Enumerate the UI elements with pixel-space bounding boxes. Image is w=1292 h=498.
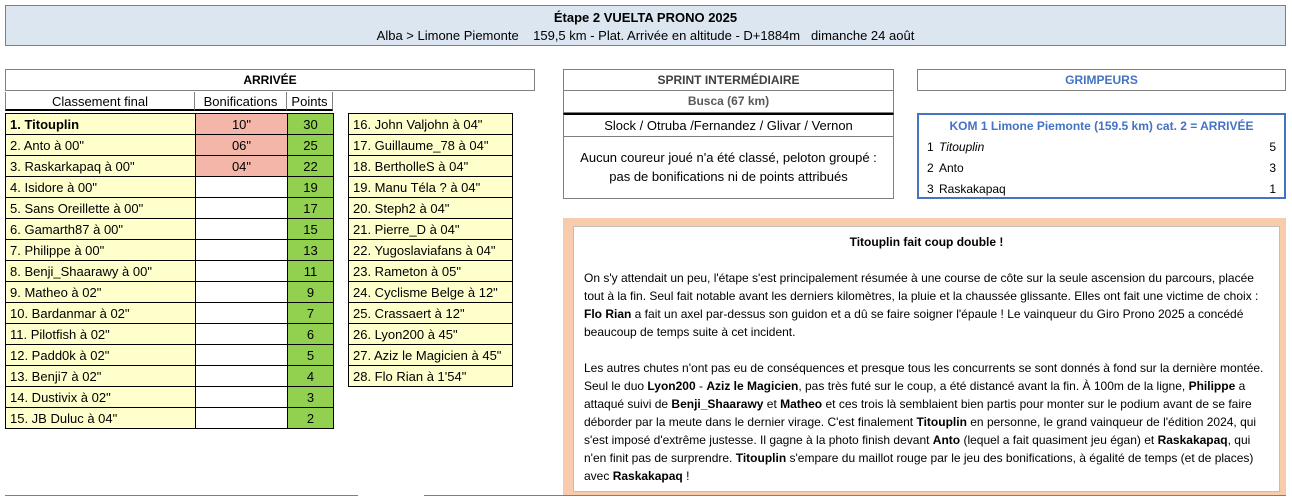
rider-cell[interactable]: 17. Guillaume_78 à 04" xyxy=(349,135,513,156)
bonification-cell[interactable] xyxy=(196,303,288,324)
bonification-cell[interactable] xyxy=(196,324,288,345)
rider-cell[interactable]: 15. JB Duluc à 04" xyxy=(6,408,196,429)
article-text: et xyxy=(763,397,781,411)
article-text: On s'y attendait un peu, l'étape s'est principalement résumée à une course de côte sur la seule ascension du parcours, placée tout à la fin. Seul fait notable avant les derniers kilomètres, la pluie et la chaussée glissante. Elles ont fait une victime de choix : xyxy=(584,271,1259,303)
rider-cell[interactable]: 2. Anto à 00" xyxy=(6,135,196,156)
points-cell[interactable]: 22 xyxy=(288,156,334,177)
bonification-cell[interactable] xyxy=(196,177,288,198)
points-cell[interactable]: 19 xyxy=(288,177,334,198)
article-paragraph-2 xyxy=(584,359,1269,485)
stage-title: Étape 2 VUELTA PRONO 2025 xyxy=(553,10,738,25)
article-text: s'empare du maillot rouge par le jeu des bonifications, à égalité de temps (et de places) avec xyxy=(584,451,1254,483)
kom-points: 5 xyxy=(1269,140,1276,154)
article-text: a fait un axel par-dessus son guidon et a dû se faire soigner l'épaule ! Le vainqueur du Giro Prono 2025 a concédé beaucoup de temps suite à cet incident. xyxy=(584,307,1244,339)
table-row xyxy=(349,135,513,156)
rider-cell[interactable]: 23. Rameton à 05" xyxy=(349,261,513,282)
bonification-cell[interactable] xyxy=(196,387,288,408)
kom-rider: Raskakapaq xyxy=(939,182,1006,196)
kom-title: KOM 1 Limone Piemonte (159.5 km) cat. 2 = ARRIVÉE xyxy=(949,119,1254,133)
sprint-riders: Slock / Otruba /Fernandez / Glivar / Vernon xyxy=(563,113,894,137)
kom-rider: Anto xyxy=(939,161,964,175)
points-cell[interactable]: 30 xyxy=(288,114,334,135)
bonification-cell[interactable] xyxy=(196,261,288,282)
kom-points: 3 xyxy=(1269,161,1276,175)
rider-cell[interactable]: 21. Pierre_D à 04" xyxy=(349,219,513,240)
table-row xyxy=(6,114,334,135)
kom-points: 1 xyxy=(1269,182,1276,196)
article-title: Titouplin fait coup double ! xyxy=(849,235,1004,249)
points-cell[interactable]: 17 xyxy=(288,198,334,219)
table-row xyxy=(6,387,334,408)
rider-cell[interactable]: 13. Benji7 à 02" xyxy=(6,366,196,387)
bonification-cell[interactable] xyxy=(196,345,288,366)
article-highlight: Philippe xyxy=(1188,379,1236,393)
article-highlight: Flo Rian xyxy=(584,307,632,321)
bonification-cell[interactable] xyxy=(196,240,288,261)
stage-subtitle: Alba > Limone Piemonte 159,5 km - Plat. Arrivée en altitude - D+1884m dimanche 24 août xyxy=(376,28,915,43)
table-row xyxy=(6,198,334,219)
table-row xyxy=(349,345,513,366)
table-row xyxy=(349,282,513,303)
stage-header xyxy=(5,5,1286,46)
kom-row xyxy=(927,158,1276,179)
rider-cell[interactable]: 6. Gamarth87 à 00" xyxy=(6,219,196,240)
table-row xyxy=(6,135,334,156)
sprint-note xyxy=(563,137,894,199)
kom-rank: 3 xyxy=(927,182,934,196)
sprint-location: Busca (67 km) xyxy=(563,91,894,113)
classement-table xyxy=(5,113,334,429)
points-cell[interactable]: 3 xyxy=(288,387,334,408)
article-highlight: Benji_Shaarawy xyxy=(671,397,764,411)
bonification-cell[interactable] xyxy=(196,219,288,240)
points-cell[interactable]: 4 xyxy=(288,366,334,387)
rider-cell[interactable]: 22. Yugoslaviafans à 04" xyxy=(349,240,513,261)
rider-cell[interactable]: 1. Titouplin xyxy=(6,114,196,135)
classement-table-continued xyxy=(348,113,513,387)
points-cell[interactable]: 15 xyxy=(288,219,334,240)
article-highlight: Anto xyxy=(932,433,961,447)
article-highlight: Lyon200 xyxy=(647,379,696,393)
bonification-cell[interactable] xyxy=(196,282,288,303)
table-row xyxy=(6,345,334,366)
article-text: Les autres chutes n'ont pas eu de conséquences et presque tous les concurrents se sont donnés à fond sur la dernière montée. Seul le duo xyxy=(584,361,1264,393)
kom-row xyxy=(927,137,1276,158)
article-highlight: Raskakapaq xyxy=(612,469,683,483)
rider-cell[interactable]: 5. Sans Oreillette à 00" xyxy=(6,198,196,219)
kom-rank: 1 xyxy=(927,140,934,154)
table-row xyxy=(349,324,513,345)
grimpeurs-title: GRIMPEURS xyxy=(917,69,1286,91)
table-row xyxy=(349,303,513,324)
sprint-note-line2: pas de bonifications ni de points attribués xyxy=(609,169,848,184)
table-row xyxy=(349,366,513,387)
rider-cell[interactable]: 3. Raskarkapaq à 00" xyxy=(6,156,196,177)
points-cell[interactable]: 6 xyxy=(288,324,334,345)
article-text: , pas très futé sur le coup, a été distancé avant la fin. À 100m de la ligne, xyxy=(798,379,1189,393)
points-cell[interactable]: 11 xyxy=(288,261,334,282)
table-row xyxy=(349,198,513,219)
rider-cell[interactable]: 10. Bardanmar à 02" xyxy=(6,303,196,324)
article-text: ! xyxy=(682,469,690,483)
table-row xyxy=(6,408,334,429)
article-highlight: Matheo xyxy=(780,397,823,411)
table-row xyxy=(6,303,334,324)
rider-cell[interactable]: 4. Isidore à 00" xyxy=(6,177,196,198)
rider-cell[interactable]: 8. Benji_Shaarawy à 00" xyxy=(6,261,196,282)
table-row xyxy=(6,156,334,177)
table-row xyxy=(349,114,513,135)
rider-cell[interactable]: 12. Padd0k à 02" xyxy=(6,345,196,366)
table-row xyxy=(6,366,334,387)
table-row xyxy=(6,219,334,240)
article-text: , qui n'en finit pas de surprendre. xyxy=(584,433,1251,465)
article-highlight: Raskakapaq xyxy=(1157,433,1228,447)
table-row xyxy=(6,261,334,282)
kom-rider: Titouplin xyxy=(939,140,985,154)
table-row xyxy=(6,177,334,198)
table-row xyxy=(6,282,334,303)
rider-cell[interactable]: 27. Aziz le Magicien à 45" xyxy=(349,345,513,366)
table-row xyxy=(349,219,513,240)
article-textbox[interactable] xyxy=(573,226,1280,492)
article-highlight: Titouplin xyxy=(735,451,787,465)
column-header-classement: Classement final xyxy=(5,92,195,111)
bonification-cell[interactable] xyxy=(196,198,288,219)
rider-cell[interactable]: 24. Cyclisme Belge à 12" xyxy=(349,282,513,303)
rider-cell[interactable]: 16. John Valjohn à 04" xyxy=(349,114,513,135)
sprint-title: SPRINT INTERMÉDIAIRE xyxy=(563,69,894,91)
rider-cell[interactable]: 26. Lyon200 à 45" xyxy=(349,324,513,345)
column-header-points: Points xyxy=(287,92,333,111)
rider-cell[interactable]: 20. Steph2 à 04" xyxy=(349,198,513,219)
kom-row xyxy=(927,179,1276,200)
rider-cell[interactable]: 25. Crassaert à 12" xyxy=(349,303,513,324)
article-text: (lequel a fait quasiment jeu égan) et xyxy=(960,433,1158,447)
table-row xyxy=(349,261,513,282)
article-highlight: Titouplin xyxy=(916,415,967,429)
rider-cell[interactable]: 18. BertholleS à 04" xyxy=(349,156,513,177)
table-row xyxy=(349,240,513,261)
bonification-cell[interactable]: 10" xyxy=(196,114,288,135)
rider-cell[interactable]: 11. Pilotfish à 02" xyxy=(6,324,196,345)
bonification-cell[interactable] xyxy=(196,408,288,429)
table-row xyxy=(349,177,513,198)
rider-cell[interactable]: 14. Dustivix à 02" xyxy=(6,387,196,408)
points-cell[interactable]: 25 xyxy=(288,135,334,156)
article-text: - xyxy=(695,379,707,393)
rider-cell[interactable]: 9. Matheo à 02" xyxy=(6,282,196,303)
column-header-bonifications: Bonifications xyxy=(195,92,287,111)
table-row xyxy=(6,324,334,345)
article-highlight: Aziz le Magicien xyxy=(706,379,799,393)
rider-cell[interactable]: 19. Manu Téla ? à 04" xyxy=(349,177,513,198)
points-cell[interactable]: 13 xyxy=(288,240,334,261)
points-cell[interactable]: 5 xyxy=(288,345,334,366)
table-row xyxy=(6,240,334,261)
kom-panel xyxy=(917,113,1286,199)
table-row xyxy=(349,156,513,177)
arrivee-title: ARRIVÉE xyxy=(5,69,535,91)
rider-cell[interactable]: 28. Flo Rian à 1'54" xyxy=(349,366,513,387)
bonification-cell[interactable]: 04" xyxy=(196,156,288,177)
bonification-cell[interactable]: 06" xyxy=(196,135,288,156)
article-paragraph-1 xyxy=(584,269,1269,341)
article-text: a attaqué suivi de xyxy=(584,379,1246,411)
bonification-cell[interactable] xyxy=(196,366,288,387)
points-cell[interactable]: 2 xyxy=(288,408,334,429)
article-text: en personne, le grand vainqueur de l'édition 2024, qui s'est imposé d'extrême justesse. Il gagne à la photo finish devant xyxy=(584,415,1257,447)
rider-cell[interactable]: 7. Philippe à 00" xyxy=(6,240,196,261)
kom-rank: 2 xyxy=(927,161,934,175)
sprint-note-line1: Aucun coureur joué n'a été classé, peloton groupé : xyxy=(580,150,877,165)
points-cell[interactable]: 7 xyxy=(288,303,334,324)
points-cell[interactable]: 9 xyxy=(288,282,334,303)
article-text: et ces trois là semblaient bien partis pour monter sur le podium avant de se faire déborder par la meute dans le dernier virage. C'est finalement xyxy=(584,397,1252,429)
